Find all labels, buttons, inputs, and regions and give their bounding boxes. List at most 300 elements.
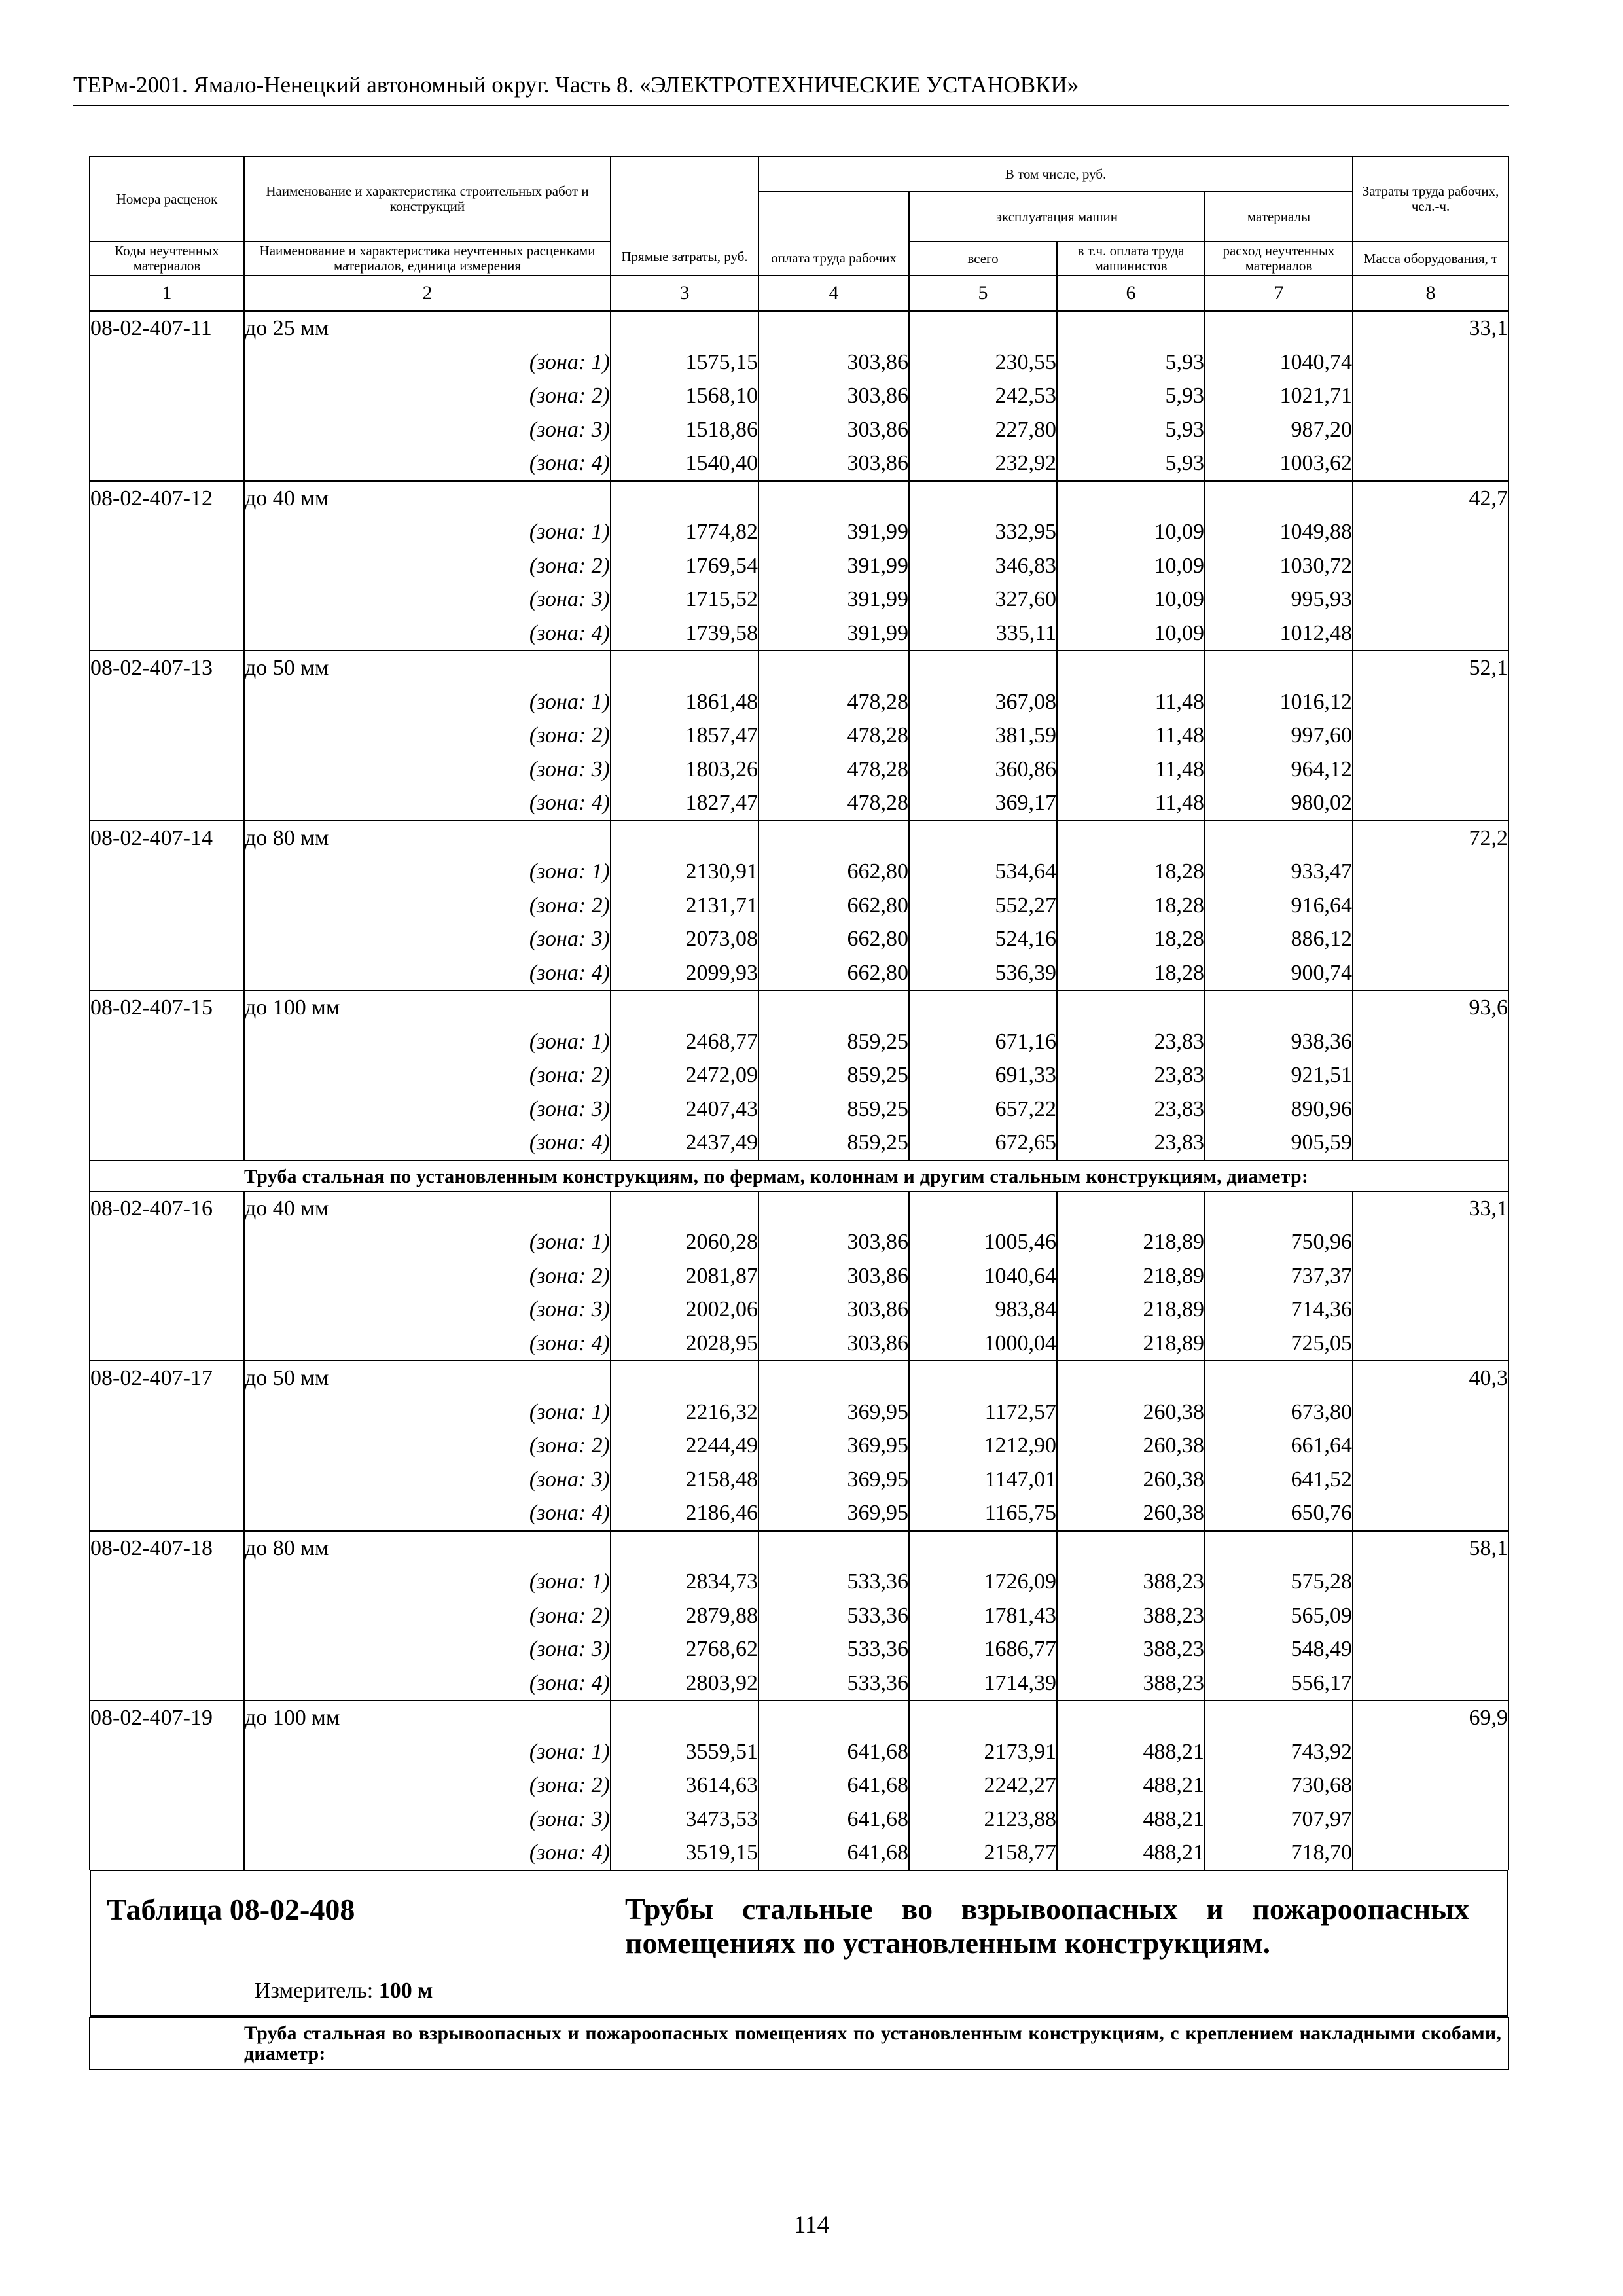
worker-wages: 391,99 [758, 617, 909, 651]
empty-cell [1205, 1361, 1353, 1395]
zone-label: (зона: 4) [244, 446, 611, 481]
empty-cell [1353, 1768, 1508, 1803]
zone-label: (зона: 1) [244, 685, 611, 719]
table-row [90, 515, 1508, 549]
materials-cost: 707,97 [1205, 1803, 1353, 1837]
table-row [90, 956, 1508, 991]
empty-cell [1353, 346, 1508, 380]
materials-cost: 987,20 [1205, 413, 1353, 447]
empty-cell [611, 311, 758, 346]
empty-cell [90, 719, 244, 753]
col5-head: всего [909, 242, 1057, 276]
machine-costs: 230,55 [909, 346, 1057, 380]
empty-cell [90, 1092, 244, 1126]
machinist-wages: 488,21 [1057, 1803, 1205, 1837]
table-row [90, 583, 1508, 617]
materials-cost: 1030,72 [1205, 549, 1353, 583]
machinist-wages: 10,09 [1057, 549, 1205, 583]
col6-head: в т.ч. оплата труда машинистов [1057, 242, 1205, 276]
empty-cell [611, 1700, 758, 1735]
direct-costs: 2131,71 [611, 889, 758, 923]
materials-cost: 714,36 [1205, 1293, 1353, 1327]
materials-cost: 1003,62 [1205, 446, 1353, 481]
zone-label: (зона: 3) [244, 413, 611, 447]
direct-costs: 1739,58 [611, 617, 758, 651]
labor-cost: 33,1 [1353, 1191, 1508, 1226]
empty-cell [90, 1666, 244, 1701]
rate-description: до 50 мм [244, 1361, 611, 1395]
worker-wages: 662,80 [758, 922, 909, 956]
machine-costs: 691,33 [909, 1058, 1057, 1092]
table-row [90, 889, 1508, 923]
direct-costs: 3614,63 [611, 1768, 758, 1803]
col-number: 2 [244, 276, 611, 311]
materials-cost: 938,36 [1205, 1025, 1353, 1059]
zone-label: (зона: 4) [244, 1666, 611, 1701]
zone-label: (зона: 3) [244, 1632, 611, 1666]
col-number: 3 [611, 276, 758, 311]
empty-cell [611, 651, 758, 685]
table-row [90, 855, 1508, 889]
direct-costs: 2437,49 [611, 1126, 758, 1160]
materials-cost: 964,12 [1205, 753, 1353, 787]
machinist-wages: 11,48 [1057, 786, 1205, 821]
empty-cell [90, 1395, 244, 1429]
machine-costs: 2242,27 [909, 1768, 1057, 1803]
direct-costs: 2158,48 [611, 1463, 758, 1497]
worker-wages: 533,36 [758, 1632, 909, 1666]
direct-costs: 2186,46 [611, 1496, 758, 1531]
empty-cell [1353, 889, 1508, 923]
machinist-wages: 488,21 [1057, 1735, 1205, 1769]
table-row [90, 413, 1508, 447]
machine-costs: 983,84 [909, 1293, 1057, 1327]
zone-label: (зона: 4) [244, 617, 611, 651]
empty-cell [90, 1496, 244, 1531]
empty-cell [90, 583, 244, 617]
page-number: 114 [793, 2212, 830, 2238]
empty-cell [1057, 990, 1205, 1025]
table-row [90, 1632, 1508, 1666]
table-row [90, 1327, 1508, 1361]
empty-cell [90, 1836, 244, 1870]
zone-label: (зона: 4) [244, 786, 611, 821]
machinist-wages: 260,38 [1057, 1429, 1205, 1463]
machinist-wages: 11,48 [1057, 719, 1205, 753]
empty-cell [909, 821, 1057, 855]
machine-costs: 360,86 [909, 753, 1057, 787]
empty-cell [1353, 719, 1508, 753]
worker-wages: 303,86 [758, 1225, 909, 1259]
empty-cell [1205, 1191, 1353, 1226]
rate-group-header [90, 821, 1508, 855]
zone-label: (зона: 2) [244, 1259, 611, 1293]
col-number: 8 [1353, 276, 1508, 311]
col-number: 6 [1057, 276, 1205, 311]
direct-costs: 2803,92 [611, 1666, 758, 1701]
empty-cell [90, 685, 244, 719]
materials-cost: 725,05 [1205, 1327, 1353, 1361]
table-row [90, 1666, 1508, 1701]
materials-cost: 886,12 [1205, 922, 1353, 956]
direct-costs: 1774,82 [611, 515, 758, 549]
empty-cell [1353, 1259, 1508, 1293]
machine-costs: 232,92 [909, 446, 1057, 481]
machine-costs: 1686,77 [909, 1632, 1057, 1666]
empty-cell [1205, 481, 1353, 516]
worker-wages: 662,80 [758, 889, 909, 923]
empty-cell [1353, 446, 1508, 481]
table-row [90, 1293, 1508, 1327]
col-number: 1 [90, 276, 244, 311]
direct-costs: 2216,32 [611, 1395, 758, 1429]
machine-costs: 534,64 [909, 855, 1057, 889]
machinist-wages: 488,21 [1057, 1768, 1205, 1803]
col8-head: Затраты труда рабочих, чел.-ч. [1353, 156, 1508, 242]
zone-label: (зона: 1) [244, 515, 611, 549]
empty-cell [1353, 1496, 1508, 1531]
direct-costs: 2099,93 [611, 956, 758, 991]
labor-cost: 40,3 [1353, 1361, 1508, 1395]
materials-cost: 1049,88 [1205, 515, 1353, 549]
materials-cost: 673,80 [1205, 1395, 1353, 1429]
rate-description: до 80 мм [244, 1531, 611, 1566]
machinist-wages: 10,09 [1057, 617, 1205, 651]
empty-cell [90, 1025, 244, 1059]
machine-costs: 1165,75 [909, 1496, 1057, 1531]
empty-cell [1353, 1632, 1508, 1666]
table-row [90, 922, 1508, 956]
empty-cell [758, 1700, 909, 1735]
worker-wages: 391,99 [758, 515, 909, 549]
zone-label: (зона: 3) [244, 753, 611, 787]
rate-code: 08-02-407-13 [90, 651, 244, 685]
direct-costs: 3519,15 [611, 1836, 758, 1870]
table-row [90, 1259, 1508, 1293]
materials-cost: 718,70 [1205, 1836, 1353, 1870]
empty-cell [1205, 990, 1353, 1025]
machine-costs: 227,80 [909, 413, 1057, 447]
section-heading: Труба стальная во взрывоопасных и пожароопасных помещениях по установленным конструкциям, с креплением накладными скобами, диаметр: [244, 2022, 1502, 2064]
empty-cell [1353, 786, 1508, 821]
machinist-wages: 388,23 [1057, 1632, 1205, 1666]
col1-head: Номера расценок [90, 156, 244, 242]
machine-costs: 1040,64 [909, 1259, 1057, 1293]
empty-cell [611, 821, 758, 855]
rate-group-header [90, 481, 1508, 516]
machinist-wages: 218,89 [1057, 1259, 1205, 1293]
empty-cell [90, 346, 244, 380]
empty-cell [758, 1191, 909, 1226]
machine-costs: 1726,09 [909, 1565, 1057, 1599]
machinist-wages: 260,38 [1057, 1496, 1205, 1531]
rates-table [89, 156, 1509, 2070]
worker-wages: 641,68 [758, 1768, 909, 1803]
col2-sub: Наименование и характеристика неучтенных расценками материалов, единица измерения [244, 242, 611, 276]
section-row [90, 2017, 1508, 2070]
empty-cell [90, 889, 244, 923]
zone-label: (зона: 2) [244, 1429, 611, 1463]
section-heading: Труба стальная по установленным конструкциям, по фермам, колоннам и другим стальным конструкциям, диаметр: [244, 1165, 1309, 1187]
empty-cell [90, 1565, 244, 1599]
empty-cell [758, 990, 909, 1025]
worker-wages: 369,95 [758, 1429, 909, 1463]
materials-cost: 556,17 [1205, 1666, 1353, 1701]
machinist-wages: 18,28 [1057, 922, 1205, 956]
empty-cell [90, 446, 244, 481]
worker-wages: 303,86 [758, 446, 909, 481]
machinist-wages: 218,89 [1057, 1327, 1205, 1361]
zone-label: (зона: 1) [244, 1225, 611, 1259]
empty-cell [1353, 1735, 1508, 1769]
zone-label: (зона: 2) [244, 549, 611, 583]
labor-cost: 69,9 [1353, 1700, 1508, 1735]
machinist-wages: 10,09 [1057, 515, 1205, 549]
machinist-wages: 11,48 [1057, 753, 1205, 787]
machine-costs: 1781,43 [909, 1599, 1057, 1633]
labor-cost: 52,1 [1353, 651, 1508, 685]
direct-costs: 2081,87 [611, 1259, 758, 1293]
column-numbers [90, 276, 1508, 311]
zone-label: (зона: 2) [244, 1599, 611, 1633]
table-row [90, 1565, 1508, 1599]
zone-label: (зона: 2) [244, 889, 611, 923]
machinist-wages: 18,28 [1057, 855, 1205, 889]
empty-cell [1353, 1803, 1508, 1837]
table-row [90, 1395, 1508, 1429]
worker-wages: 641,68 [758, 1735, 909, 1769]
empty-cell [1057, 821, 1205, 855]
worker-wages: 303,86 [758, 379, 909, 413]
machine-costs: 369,17 [909, 786, 1057, 821]
machine-costs: 672,65 [909, 1126, 1057, 1160]
machinist-wages: 218,89 [1057, 1225, 1205, 1259]
empty-cell [90, 1225, 244, 1259]
empty-cell [1353, 1293, 1508, 1327]
table-row [90, 379, 1508, 413]
empty-cell [90, 515, 244, 549]
table-row [90, 786, 1508, 821]
rate-description: до 100 мм [244, 990, 611, 1025]
empty-cell [611, 1191, 758, 1226]
empty-cell [909, 651, 1057, 685]
empty-cell [90, 379, 244, 413]
empty-cell [1353, 1565, 1508, 1599]
materials-cost: 980,02 [1205, 786, 1353, 821]
zone-label: (зона: 4) [244, 1126, 611, 1160]
worker-wages: 303,86 [758, 1259, 909, 1293]
machinist-wages: 23,83 [1057, 1058, 1205, 1092]
empty-cell [758, 311, 909, 346]
zone-label: (зона: 3) [244, 922, 611, 956]
machine-costs: 367,08 [909, 685, 1057, 719]
materials-cost: 997,60 [1205, 719, 1353, 753]
worker-wages: 859,25 [758, 1092, 909, 1126]
zone-label: (зона: 4) [244, 1327, 611, 1361]
empty-cell [909, 1531, 1057, 1566]
col-number: 7 [1205, 276, 1353, 311]
empty-cell [909, 311, 1057, 346]
machine-costs: 1212,90 [909, 1429, 1057, 1463]
empty-cell [909, 1191, 1057, 1226]
direct-costs: 1575,15 [611, 346, 758, 380]
machine-costs: 346,83 [909, 549, 1057, 583]
machine-costs: 524,16 [909, 922, 1057, 956]
worker-wages: 859,25 [758, 1126, 909, 1160]
worker-wages: 859,25 [758, 1025, 909, 1059]
table-row [90, 1025, 1508, 1059]
zone-label: (зона: 3) [244, 583, 611, 617]
empty-cell [909, 1700, 1057, 1735]
machinist-wages: 388,23 [1057, 1565, 1205, 1599]
table-408-block [90, 1870, 1508, 2017]
machine-costs: 536,39 [909, 956, 1057, 991]
materials-cost: 900,74 [1205, 956, 1353, 991]
machinist-wages: 260,38 [1057, 1395, 1205, 1429]
machinist-wages: 18,28 [1057, 956, 1205, 991]
empty-cell [1057, 481, 1205, 516]
direct-costs: 1861,48 [611, 685, 758, 719]
rate-description: до 50 мм [244, 651, 611, 685]
empty-cell [1205, 651, 1353, 685]
table-label: Таблица 08-02-408 [107, 1892, 355, 1926]
zone-label: (зона: 3) [244, 1463, 611, 1497]
materials-cost: 921,51 [1205, 1058, 1353, 1092]
zone-label: (зона: 3) [244, 1803, 611, 1837]
empty-cell [1057, 1191, 1205, 1226]
materials-head: материалы [1205, 192, 1353, 242]
machine-costs: 1714,39 [909, 1666, 1057, 1701]
empty-cell [1205, 821, 1353, 855]
empty-cell [90, 1293, 244, 1327]
table-row [90, 1463, 1508, 1497]
empty-cell [1205, 1531, 1353, 1566]
empty-cell [90, 956, 244, 991]
rate-description: до 40 мм [244, 1191, 611, 1226]
rate-group-header [90, 1191, 1508, 1226]
zone-label: (зона: 3) [244, 1293, 611, 1327]
direct-costs: 2130,91 [611, 855, 758, 889]
table-row [90, 1735, 1508, 1769]
empty-cell [90, 1429, 244, 1463]
empty-cell [1353, 1599, 1508, 1633]
zone-label: (зона: 4) [244, 956, 611, 991]
materials-cost: 737,37 [1205, 1259, 1353, 1293]
materials-cost: 995,93 [1205, 583, 1353, 617]
machinist-wages: 23,83 [1057, 1092, 1205, 1126]
rate-code: 08-02-407-14 [90, 821, 244, 855]
rate-group-header [90, 1361, 1508, 1395]
table-title: Трубы стальные во взрывоопасных и пожароопасных помещениях по установленным конструкциям. [625, 1892, 1469, 1960]
empty-cell [758, 1361, 909, 1395]
materials-cost: 575,28 [1205, 1565, 1353, 1599]
worker-wages: 303,86 [758, 413, 909, 447]
empty-cell [611, 990, 758, 1025]
machine-costs: 552,27 [909, 889, 1057, 923]
col-number: 4 [758, 276, 909, 311]
machine-costs: 1000,04 [909, 1327, 1057, 1361]
table-row [90, 617, 1508, 651]
col2-head: Наименование и характеристика строительных работ и конструкций [244, 156, 611, 242]
worker-wages: 369,95 [758, 1496, 909, 1531]
table-row [90, 1496, 1508, 1531]
empty-cell [1205, 311, 1353, 346]
col4-head: оплата труда рабочих [758, 192, 909, 276]
empty-cell [1353, 855, 1508, 889]
empty-cell [1205, 1700, 1353, 1735]
machine-costs: 2158,77 [909, 1836, 1057, 1870]
rate-code: 08-02-407-16 [90, 1191, 244, 1226]
empty-cell [909, 1361, 1057, 1395]
groups-a [90, 311, 1508, 1160]
machine-costs: 2173,91 [909, 1735, 1057, 1769]
worker-wages: 662,80 [758, 855, 909, 889]
direct-costs: 3473,53 [611, 1803, 758, 1837]
worker-wages: 303,86 [758, 1293, 909, 1327]
worker-wages: 303,86 [758, 346, 909, 380]
empty-cell [1057, 1700, 1205, 1735]
empty-cell [1353, 1429, 1508, 1463]
empty-cell [1353, 617, 1508, 651]
materials-cost: 548,49 [1205, 1632, 1353, 1666]
direct-costs: 2002,06 [611, 1293, 758, 1327]
direct-costs: 2468,77 [611, 1025, 758, 1059]
zone-label: (зона: 2) [244, 379, 611, 413]
worker-wages: 641,68 [758, 1836, 909, 1870]
machinist-wages: 23,83 [1057, 1025, 1205, 1059]
empty-cell [90, 753, 244, 787]
worker-wages: 641,68 [758, 1803, 909, 1837]
table-row [90, 1225, 1508, 1259]
worker-wages: 533,36 [758, 1599, 909, 1633]
empty-cell [1353, 1058, 1508, 1092]
machinist-wages: 5,93 [1057, 413, 1205, 447]
worker-wages: 478,28 [758, 786, 909, 821]
direct-costs: 2073,08 [611, 922, 758, 956]
materials-cost: 1040,74 [1205, 346, 1353, 380]
empty-cell [758, 1531, 909, 1566]
rate-code: 08-02-407-18 [90, 1531, 244, 1566]
materials-cost: 933,47 [1205, 855, 1353, 889]
empty-cell [90, 1803, 244, 1837]
direct-costs: 2879,88 [611, 1599, 758, 1633]
labor-cost: 42,7 [1353, 481, 1508, 516]
empty-cell [90, 1327, 244, 1361]
groups-b [90, 1191, 1508, 1870]
empty-cell [909, 481, 1057, 516]
table-row [90, 1429, 1508, 1463]
empty-cell [90, 617, 244, 651]
table-row [90, 346, 1508, 380]
machine-costs: 335,11 [909, 617, 1057, 651]
materials-cost: 1012,48 [1205, 617, 1353, 651]
empty-cell [1353, 379, 1508, 413]
empty-cell [90, 549, 244, 583]
table-408-row [90, 1870, 1508, 2017]
table-row [90, 719, 1508, 753]
rate-description: до 100 мм [244, 1700, 611, 1735]
col7-head: расход неучтенных материалов [1205, 242, 1353, 276]
worker-wages: 391,99 [758, 583, 909, 617]
empty-cell [90, 1463, 244, 1497]
machinist-wages: 5,93 [1057, 346, 1205, 380]
machine-costs: 2123,88 [909, 1803, 1057, 1837]
table-row [90, 1092, 1508, 1126]
empty-cell [90, 1735, 244, 1769]
unit-value: 100 м [378, 1978, 433, 2003]
rate-group-header [90, 311, 1508, 346]
zone-label: (зона: 1) [244, 855, 611, 889]
